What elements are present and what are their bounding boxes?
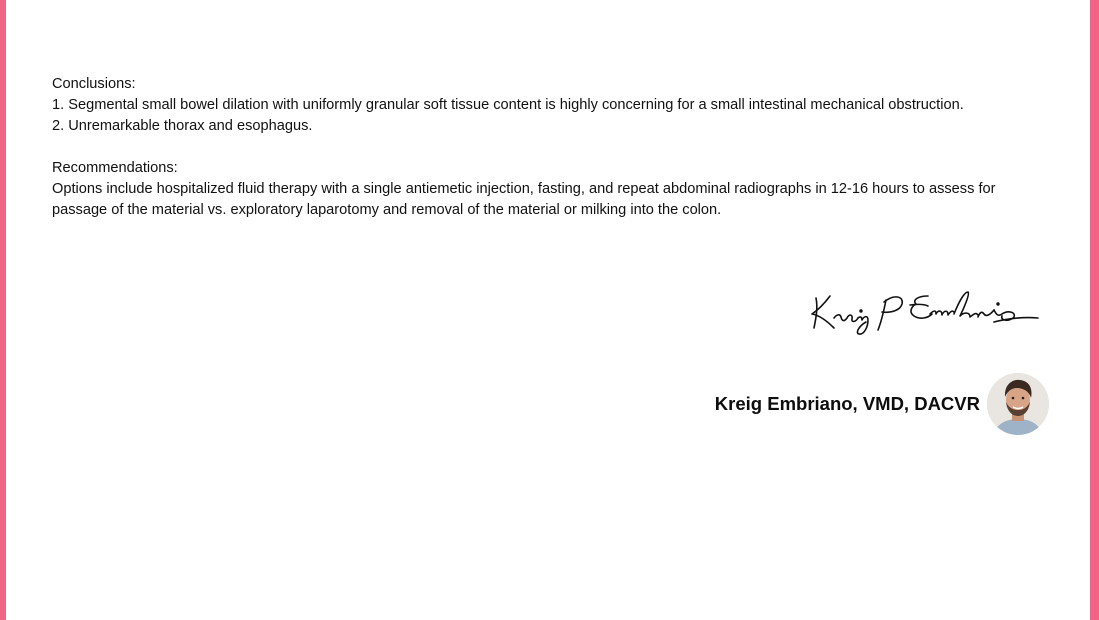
conclusions-section <box>52 74 1042 137</box>
conclusion-item: 2. Unremarkable thorax and esophagus. <box>52 118 313 134</box>
conclusion-item: 1. Segmental small bowel dilation with uniformly granular soft tissue content is highly concerning for a small intestinal mechanical obstruction. <box>52 97 964 113</box>
report-body <box>52 74 1042 221</box>
recommendations-text: Options include hospitalized fluid therapy with a single antiemetic injection, fasting, and repeat abdominal radiographs in 12-16 hours to assess for passage of the material vs. exploratory laparotomy and removal of the material or milking into the colon. <box>52 181 996 218</box>
person-photo-icon <box>987 373 1049 435</box>
recommendations-section <box>52 158 1042 221</box>
left-border-stripe <box>0 0 6 620</box>
right-border-stripe <box>1090 0 1099 620</box>
signer-block <box>715 373 1049 435</box>
signer-name: Kreig Embriano, VMD, DACVR <box>714 393 980 414</box>
handwritten-signature <box>804 284 1040 342</box>
conclusions-heading: Conclusions: <box>52 76 136 92</box>
recommendations-heading: Recommendations: <box>52 160 178 176</box>
